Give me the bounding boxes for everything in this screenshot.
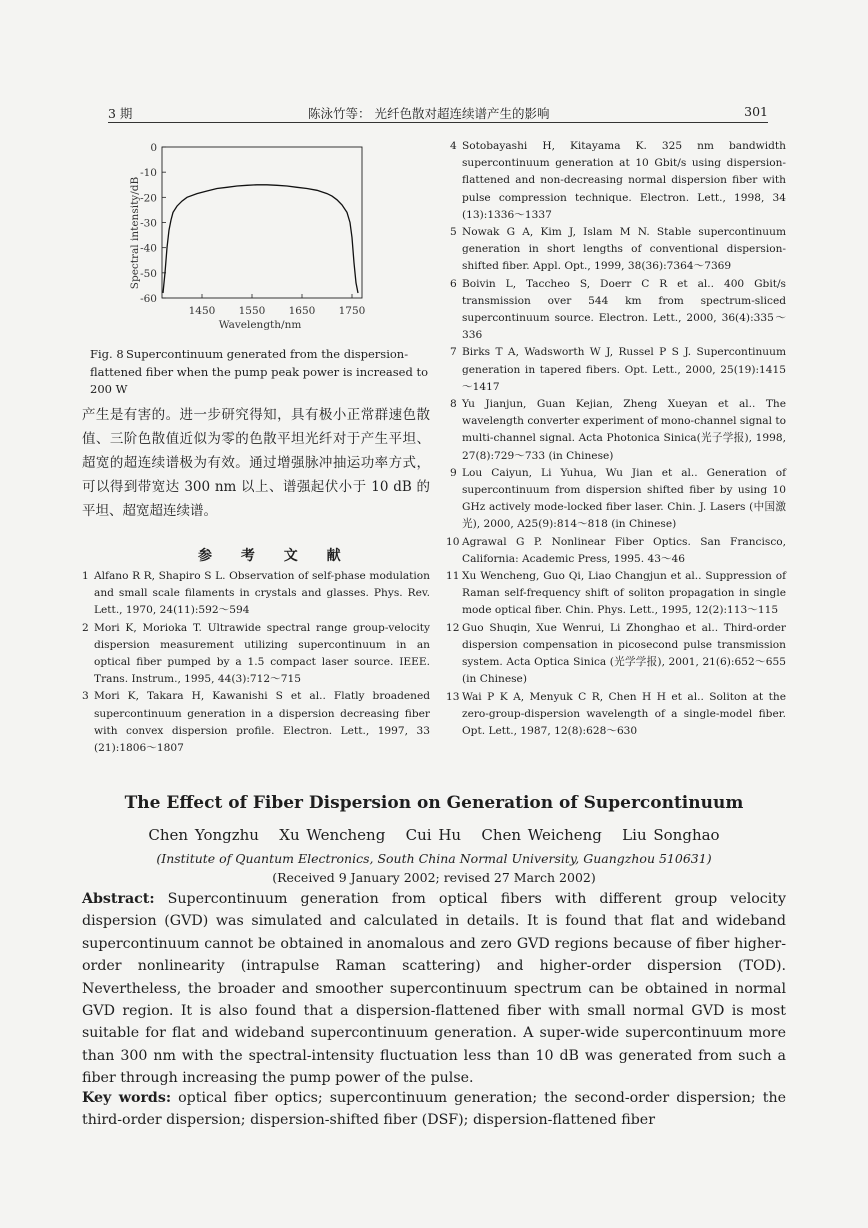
figure-caption <box>90 346 428 399</box>
reference-number: 2 <box>82 621 89 634</box>
reference-number: 12 <box>446 621 460 634</box>
x-tick-label: 1650 <box>288 305 316 317</box>
figure-caption-text: Supercontinuum generated from the dispersion-flattened fiber when the pump peak power is increased to 200 W <box>90 347 429 396</box>
y-tick-label: -30 <box>140 217 157 230</box>
reference-number: 13 <box>446 690 460 703</box>
x-tick-label: 1450 <box>188 305 216 317</box>
reference-item <box>446 568 786 620</box>
reference-number: 6 <box>450 277 457 290</box>
reference-item <box>82 568 430 620</box>
reference-text: Wai P K A, Menyuk C R, Chen H H et al.. Soliton at the zero-group-dispersion wavelength of a single-model fiber. Opt. Lett., 1987, 12(8):628～630 <box>462 690 786 737</box>
y-tick-label: -60 <box>140 293 157 305</box>
references-right-column <box>446 138 787 740</box>
reference-number: 3 <box>82 690 89 703</box>
reference-item <box>450 465 786 534</box>
reference-text: Yu Jianjun, Guan Kejian, Zheng Xueyan et al.. The wavelength converter experiment of mono-channel signal to multi-channel signal. Acta Photonica Sinica(光子学报), 1998, 27(8):729～733 (in Chinese) <box>462 398 787 462</box>
reference-text: Birks T A, Wadsworth W J, Russel P S J. Supercontinuum generation in tapered fibers. Opt. Lett., 2000, 25(19):1415～1417 <box>462 346 786 393</box>
spectrum-chart <box>100 133 430 333</box>
y-tick-label: -10 <box>140 167 157 180</box>
x-tick-label: 1550 <box>238 305 266 317</box>
english-title: The Effect of Fiber Dispersion on Generation of Supercontinuum <box>124 793 744 813</box>
chinese-body-text: 产生是有害的。进一步研究得知，具有极小正常群速色散值、三阶色散值近似为零的色散平坦光纤对于产生平坦、超宽的超连续谱极为有效。通过增强脉冲抽运功率方式，可以得到带宽达 300 nm 以上、谱强起伏小于 10 dB 的平坦、超宽超连续谱。 <box>82 407 430 519</box>
reference-number: 5 <box>450 226 457 239</box>
y-tick-label: -40 <box>140 242 157 255</box>
reference-number: 9 <box>450 466 457 479</box>
reference-item <box>450 224 786 276</box>
abstract-text: Supercontinuum generation from optical fibers with different group velocity dispersion (GVD) was simulated and calculated in details. It is found that flat and wideband supercontinuum cannot be obtained in anomalous and zero GVD regions because of fiber higher-order nonlinearity (intrapulse Raman scattering) and higher-order dispersion (TOD). Nevertheless, the broader and smoother supercontinuum spectrum can be obtained in normal GVD region. It is also found that a dispersion-flattened fiber with small normal GVD is most suitable for flat and wideband supercontinuum generation. A super-wide supercontinuum more than 300 nm with the spectral-intensity fluctuation less than 10 dB was generated from such a fiber through increasing the pump power of the pulse. <box>82 891 786 1087</box>
reference-text: Lou Caiyun, Li Yuhua, Wu Jian et al.. Generation of supercontinuum from dispersion shifted fiber by using 10 GHz actively mode-locked fiber laser. Chin. J. Lasers (中国激光), 2000, A25(9):814～818 (in Chinese) <box>462 466 786 531</box>
y-axis-label: Spectral intensity/dB <box>129 176 141 290</box>
spectrum-line <box>163 185 358 293</box>
reference-item <box>82 688 430 757</box>
reference-text: Mori K, Morioka T. Ultrawide spectral range group-velocity dispersion measurement utilizing supercontinuum in an optical fiber pumped by a 1.5 compact laser source. IEEE. Trans. Instrum., 1995, 44(3):712～715 <box>94 621 430 686</box>
reference-number: 1 <box>82 570 89 582</box>
reference-item <box>446 689 786 741</box>
y-tick-label: -20 <box>140 192 157 205</box>
reference-item <box>450 276 786 345</box>
header-title: 陈泳竹等： 光纤色散对超连续谱产生的影响 <box>308 106 550 121</box>
keywords-label: Key words: <box>82 1090 172 1106</box>
reference-number: 11 <box>446 570 460 583</box>
figure-label: Fig. 8 <box>90 347 124 361</box>
x-axis-label: Wavelength/nm <box>218 319 302 331</box>
running-header <box>108 100 768 123</box>
reference-item <box>446 534 786 568</box>
y-tick-label: 0 <box>150 142 157 154</box>
plot-frame <box>162 147 362 298</box>
reference-number: 4 <box>450 140 457 152</box>
english-abstract <box>82 888 786 1090</box>
reference-item <box>82 620 430 689</box>
abstract-label: Abstract: <box>82 891 155 907</box>
references-heading: 参 考 文 献 <box>198 548 353 564</box>
reference-item <box>450 138 786 224</box>
reference-text: Alfano R R, Shapiro S L. Observation of self-phase modulation and small scale filaments in crystals and glasses. Phys. Rev. Lett., 1970, 24(11):592～594 <box>94 570 430 617</box>
y-tick-label: -50 <box>140 267 157 280</box>
x-axis-ticks <box>189 294 366 317</box>
english-authors: Chen Yongzhu Xu Wencheng Cui Hu Chen Weicheng Liu Songhao <box>148 826 720 844</box>
reference-item <box>446 620 786 689</box>
issue-number: 3 期 <box>108 106 133 121</box>
x-tick-label: 1750 <box>338 305 366 317</box>
reference-text: Guo Shuqin, Xue Wenrui, Li Zhonghao et al.. Third-order dispersion compensation in picosecond pulse transmission system. Acta Optica Sinica (光学学报), 2001, 21(6):652～655 (in Chinese) <box>462 621 786 686</box>
reference-text: Sotobayashi H, Kitayama K. 325 nm bandwidth supercontinuum generation at 10 Gbit/s using dispersion-flattened and non-decreasing normal dispersion fiber with pulse compression technique. Electron. Lett., 1998, 34 (13):1336～1337 <box>462 140 786 221</box>
english-affiliation: (Institute of Quantum Electronics, South China Normal University, Guangzhou 510631) <box>156 851 712 866</box>
plot-axes <box>162 147 362 298</box>
references-left-column <box>82 568 430 757</box>
reference-text: Mori K, Takara H, Kawanishi S et al.. Flatly broadened supercontinuum generation in a dispersion decreasing fiber with convex dispersion profile. Electron. Lett., 1997, 33 (21):1806～1807 <box>94 690 430 755</box>
reference-item <box>450 396 786 465</box>
keywords-text: optical fiber optics; supercontinuum generation; the second-order dispersion; the third-order dispersion; dispersion-shifted fiber (DSF); dispersion-flattened fiber <box>82 1090 786 1129</box>
page-number: 301 <box>744 104 768 119</box>
received-dates: (Received 9 January 2002; revised 27 March 2002) <box>272 870 596 885</box>
reference-text: Xu Wencheng, Guo Qi, Liao Changjun et al.. Suppression of Raman self-frequency shift of soliton propagation in single mode optical fiber. Chin. Phys. Lett., 1995, 12(2):113～115 <box>462 570 786 617</box>
reference-number: 10 <box>446 535 460 548</box>
reference-text: Agrawal G P. Nonlinear Fiber Optics. San Francisco, California: Academic Press, 1995. 43～46 <box>462 535 786 565</box>
english-keywords <box>82 1087 786 1132</box>
reference-number: 8 <box>450 398 457 411</box>
reference-text: Boivin L, Taccheo S, Doerr C R et al.. 400 Gbit/s transmission over 544 km from spectrum-sliced supercontinuum source. Electron. Lett., 2000, 36(4):335～336 <box>462 277 786 342</box>
reference-text: Nowak G A, Kim J, Islam M N. Stable supercontinuum generation in short lengths of conventional dispersion-shifted fiber. Appl. Opt., 1999, 38(36):7364～7369 <box>462 226 786 273</box>
reference-item <box>450 344 786 396</box>
reference-number: 7 <box>450 346 457 359</box>
